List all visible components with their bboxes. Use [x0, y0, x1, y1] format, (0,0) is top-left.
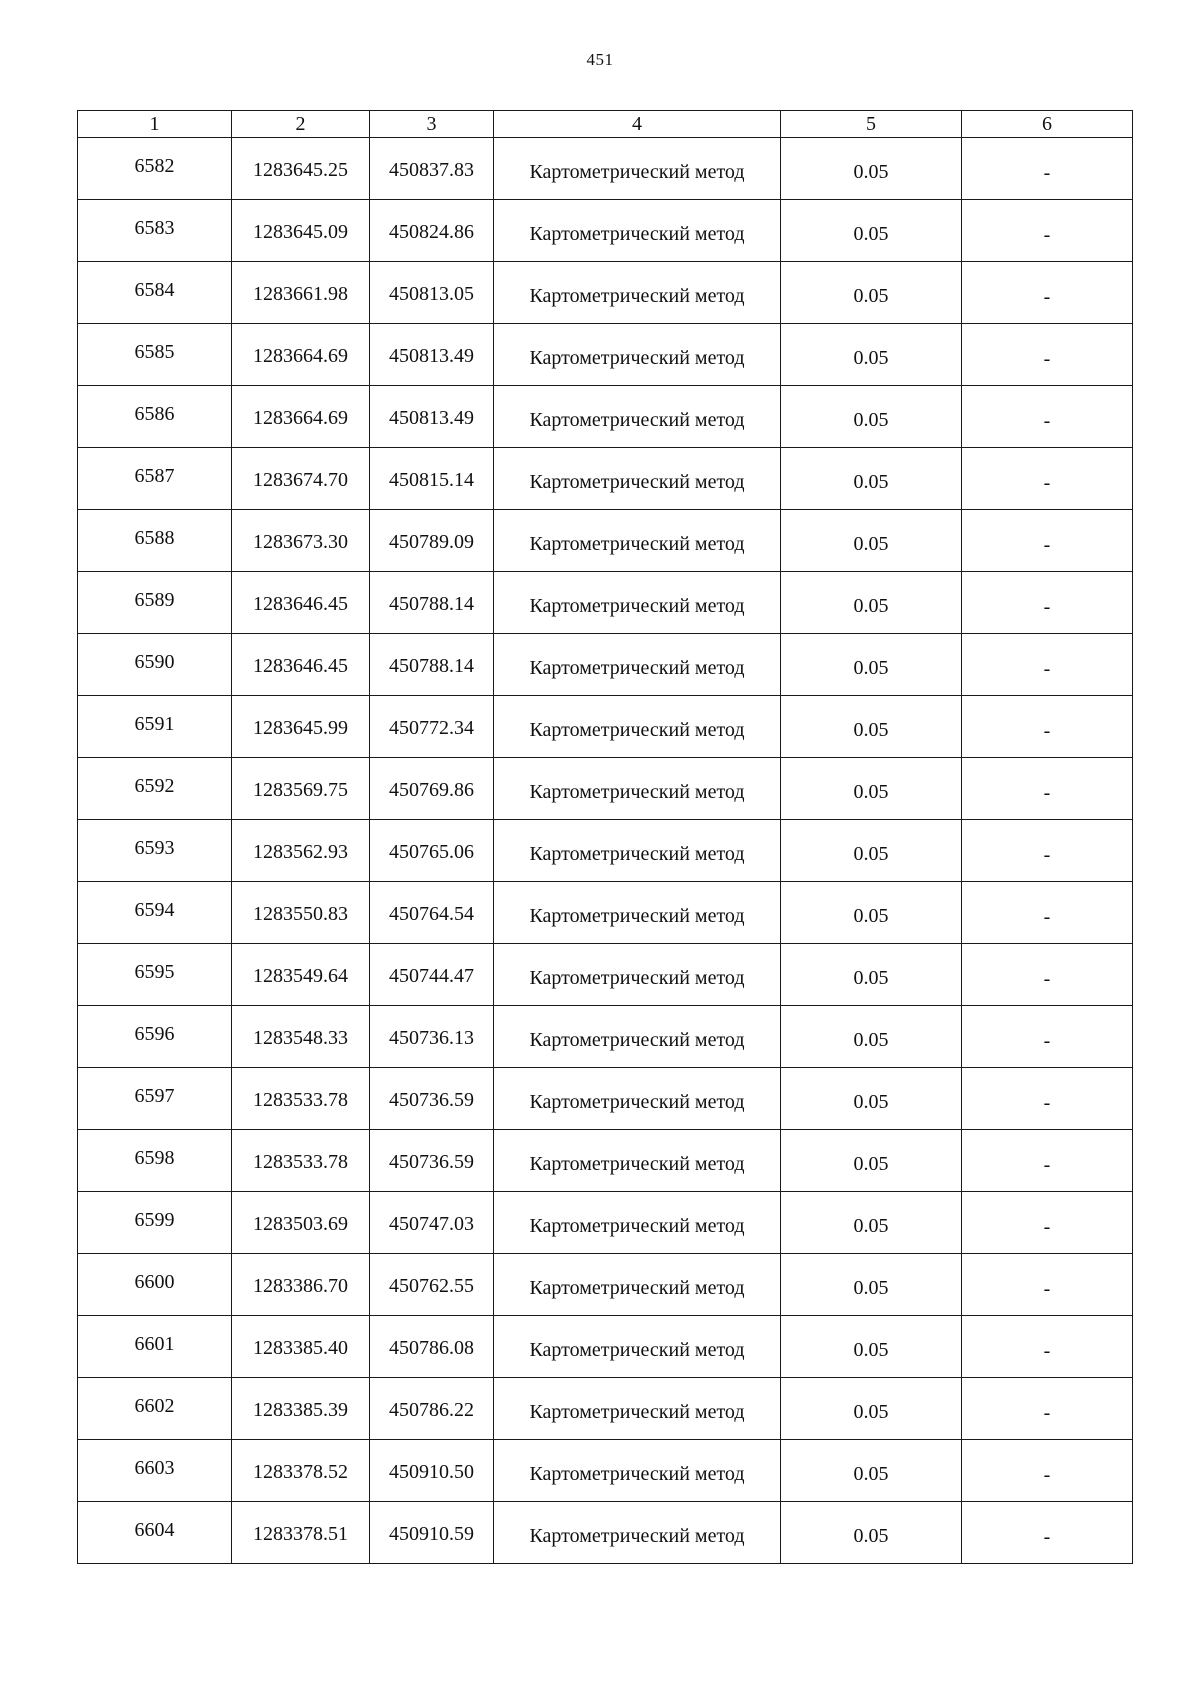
point-number-cell: 6601: [78, 1316, 232, 1378]
point-number-cell: 6586: [78, 386, 232, 448]
y-coordinate-cell: 450813.49: [370, 324, 494, 386]
table-row: [78, 448, 1133, 510]
y-coordinate-cell: 450788.14: [370, 634, 494, 696]
x-coordinate-cell: 1283664.69: [232, 324, 370, 386]
column-header-2: 2: [232, 111, 370, 138]
y-coordinate-cell: 450736.59: [370, 1130, 494, 1192]
note-cell: -: [962, 1378, 1133, 1440]
precision-cell: 0.05: [781, 386, 962, 448]
table-row: [78, 510, 1133, 572]
x-coordinate-cell: 1283645.25: [232, 138, 370, 200]
table-row: [78, 1440, 1133, 1502]
method-cell: Картометрический метод: [494, 820, 781, 882]
table-row: [78, 1316, 1133, 1378]
method-cell: Картометрический метод: [494, 448, 781, 510]
table-row: [78, 882, 1133, 944]
point-number-cell: 6583: [78, 200, 232, 262]
note-cell: -: [962, 1068, 1133, 1130]
x-coordinate-cell: 1283533.78: [232, 1068, 370, 1130]
point-number-cell: 6596: [78, 1006, 232, 1068]
x-coordinate-cell: 1283674.70: [232, 448, 370, 510]
y-coordinate-cell: 450837.83: [370, 138, 494, 200]
method-cell: Картометрический метод: [494, 1006, 781, 1068]
table-row: [78, 1378, 1133, 1440]
note-cell: -: [962, 448, 1133, 510]
table-row: [78, 572, 1133, 634]
note-cell: -: [962, 1254, 1133, 1316]
method-cell: Картометрический метод: [494, 572, 781, 634]
note-cell: -: [962, 758, 1133, 820]
note-cell: -: [962, 262, 1133, 324]
x-coordinate-cell: 1283385.39: [232, 1378, 370, 1440]
precision-cell: 0.05: [781, 200, 962, 262]
precision-cell: 0.05: [781, 448, 962, 510]
precision-cell: 0.05: [781, 1378, 962, 1440]
point-number-cell: 6599: [78, 1192, 232, 1254]
y-coordinate-cell: 450910.50: [370, 1440, 494, 1502]
method-cell: Картометрический метод: [494, 138, 781, 200]
y-coordinate-cell: 450815.14: [370, 448, 494, 510]
precision-cell: 0.05: [781, 1006, 962, 1068]
column-header-4: 4: [494, 111, 781, 138]
precision-cell: 0.05: [781, 1316, 962, 1378]
table-body: [78, 138, 1133, 1564]
x-coordinate-cell: 1283661.98: [232, 262, 370, 324]
note-cell: -: [962, 386, 1133, 448]
point-number-cell: 6585: [78, 324, 232, 386]
method-cell: Картометрический метод: [494, 262, 781, 324]
precision-cell: 0.05: [781, 882, 962, 944]
note-cell: -: [962, 1006, 1133, 1068]
point-number-cell: 6595: [78, 944, 232, 1006]
column-header-5: 5: [781, 111, 962, 138]
x-coordinate-cell: 1283645.99: [232, 696, 370, 758]
table-row: [78, 1254, 1133, 1316]
note-cell: -: [962, 696, 1133, 758]
precision-cell: 0.05: [781, 1502, 962, 1564]
note-cell: -: [962, 1316, 1133, 1378]
method-cell: Картометрический метод: [494, 944, 781, 1006]
precision-cell: 0.05: [781, 696, 962, 758]
y-coordinate-cell: 450772.34: [370, 696, 494, 758]
x-coordinate-cell: 1283533.78: [232, 1130, 370, 1192]
precision-cell: 0.05: [781, 1192, 962, 1254]
note-cell: -: [962, 1192, 1133, 1254]
method-cell: Картометрический метод: [494, 1254, 781, 1316]
x-coordinate-cell: 1283386.70: [232, 1254, 370, 1316]
note-cell: -: [962, 324, 1133, 386]
method-cell: Картометрический метод: [494, 1502, 781, 1564]
method-cell: Картометрический метод: [494, 696, 781, 758]
note-cell: -: [962, 1440, 1133, 1502]
table-row: [78, 386, 1133, 448]
method-cell: Картометрический метод: [494, 1068, 781, 1130]
table-row: [78, 1502, 1133, 1564]
note-cell: -: [962, 944, 1133, 1006]
point-number-cell: 6592: [78, 758, 232, 820]
point-number-cell: 6604: [78, 1502, 232, 1564]
point-number-cell: 6587: [78, 448, 232, 510]
x-coordinate-cell: 1283645.09: [232, 200, 370, 262]
x-coordinate-cell: 1283550.83: [232, 882, 370, 944]
method-cell: Картометрический метод: [494, 1130, 781, 1192]
table-row: [78, 758, 1133, 820]
table-row: [78, 696, 1133, 758]
note-cell: -: [962, 510, 1133, 572]
precision-cell: 0.05: [781, 262, 962, 324]
x-coordinate-cell: 1283562.93: [232, 820, 370, 882]
y-coordinate-cell: 450789.09: [370, 510, 494, 572]
point-number-cell: 6594: [78, 882, 232, 944]
method-cell: Картометрический метод: [494, 510, 781, 572]
point-number-cell: 6589: [78, 572, 232, 634]
x-coordinate-cell: 1283569.75: [232, 758, 370, 820]
x-coordinate-cell: 1283673.30: [232, 510, 370, 572]
point-number-cell: 6582: [78, 138, 232, 200]
column-header-1: 1: [78, 111, 232, 138]
precision-cell: 0.05: [781, 820, 962, 882]
table-row: [78, 1006, 1133, 1068]
note-cell: -: [962, 1130, 1133, 1192]
method-cell: Картометрический метод: [494, 200, 781, 262]
y-coordinate-cell: 450813.05: [370, 262, 494, 324]
precision-cell: 0.05: [781, 1440, 962, 1502]
y-coordinate-cell: 450786.08: [370, 1316, 494, 1378]
x-coordinate-cell: 1283503.69: [232, 1192, 370, 1254]
table-row: [78, 262, 1133, 324]
note-cell: -: [962, 200, 1133, 262]
precision-cell: 0.05: [781, 944, 962, 1006]
point-number-cell: 6590: [78, 634, 232, 696]
point-number-cell: 6597: [78, 1068, 232, 1130]
method-cell: Картометрический метод: [494, 1440, 781, 1502]
point-number-cell: 6603: [78, 1440, 232, 1502]
precision-cell: 0.05: [781, 1254, 962, 1316]
table-row: [78, 200, 1133, 262]
precision-cell: 0.05: [781, 1068, 962, 1130]
precision-cell: 0.05: [781, 510, 962, 572]
point-number-cell: 6598: [78, 1130, 232, 1192]
precision-cell: 0.05: [781, 1130, 962, 1192]
table-row: [78, 138, 1133, 200]
method-cell: Картометрический метод: [494, 634, 781, 696]
point-number-cell: 6591: [78, 696, 232, 758]
point-number-cell: 6584: [78, 262, 232, 324]
method-cell: Картометрический метод: [494, 1378, 781, 1440]
column-header-6: 6: [962, 111, 1133, 138]
y-coordinate-cell: 450744.47: [370, 944, 494, 1006]
table-row: [78, 324, 1133, 386]
method-cell: Картометрический метод: [494, 1316, 781, 1378]
y-coordinate-cell: 450824.86: [370, 200, 494, 262]
precision-cell: 0.05: [781, 138, 962, 200]
column-header-3: 3: [370, 111, 494, 138]
method-cell: Картометрический метод: [494, 882, 781, 944]
y-coordinate-cell: 450910.59: [370, 1502, 494, 1564]
method-cell: Картометрический метод: [494, 758, 781, 820]
table-row: [78, 944, 1133, 1006]
note-cell: -: [962, 138, 1133, 200]
page-number: 451: [586, 50, 614, 69]
note-cell: -: [962, 882, 1133, 944]
x-coordinate-cell: 1283646.45: [232, 572, 370, 634]
method-cell: Картометрический метод: [494, 324, 781, 386]
y-coordinate-cell: 450736.13: [370, 1006, 494, 1068]
coordinates-table: [77, 110, 1133, 1564]
note-cell: -: [962, 572, 1133, 634]
x-coordinate-cell: 1283549.64: [232, 944, 370, 1006]
header-row: [78, 111, 1133, 138]
y-coordinate-cell: 450736.59: [370, 1068, 494, 1130]
note-cell: -: [962, 1502, 1133, 1564]
precision-cell: 0.05: [781, 634, 962, 696]
y-coordinate-cell: 450765.06: [370, 820, 494, 882]
method-cell: Картометрический метод: [494, 386, 781, 448]
method-cell: Картометрический метод: [494, 1192, 781, 1254]
precision-cell: 0.05: [781, 572, 962, 634]
x-coordinate-cell: 1283378.51: [232, 1502, 370, 1564]
y-coordinate-cell: 450762.55: [370, 1254, 494, 1316]
x-coordinate-cell: 1283646.45: [232, 634, 370, 696]
note-cell: -: [962, 634, 1133, 696]
x-coordinate-cell: 1283664.69: [232, 386, 370, 448]
point-number-cell: 6602: [78, 1378, 232, 1440]
point-number-cell: 6600: [78, 1254, 232, 1316]
table-row: [78, 820, 1133, 882]
x-coordinate-cell: 1283548.33: [232, 1006, 370, 1068]
table-row: [78, 1068, 1133, 1130]
y-coordinate-cell: 450788.14: [370, 572, 494, 634]
point-number-cell: 6593: [78, 820, 232, 882]
table-row: [78, 1130, 1133, 1192]
y-coordinate-cell: 450747.03: [370, 1192, 494, 1254]
y-coordinate-cell: 450764.54: [370, 882, 494, 944]
x-coordinate-cell: 1283378.52: [232, 1440, 370, 1502]
table-row: [78, 1192, 1133, 1254]
note-cell: -: [962, 820, 1133, 882]
y-coordinate-cell: 450769.86: [370, 758, 494, 820]
table-header: [78, 111, 1133, 138]
precision-cell: 0.05: [781, 758, 962, 820]
y-coordinate-cell: 450786.22: [370, 1378, 494, 1440]
table-row: [78, 634, 1133, 696]
point-number-cell: 6588: [78, 510, 232, 572]
precision-cell: 0.05: [781, 324, 962, 386]
y-coordinate-cell: 450813.49: [370, 386, 494, 448]
x-coordinate-cell: 1283385.40: [232, 1316, 370, 1378]
